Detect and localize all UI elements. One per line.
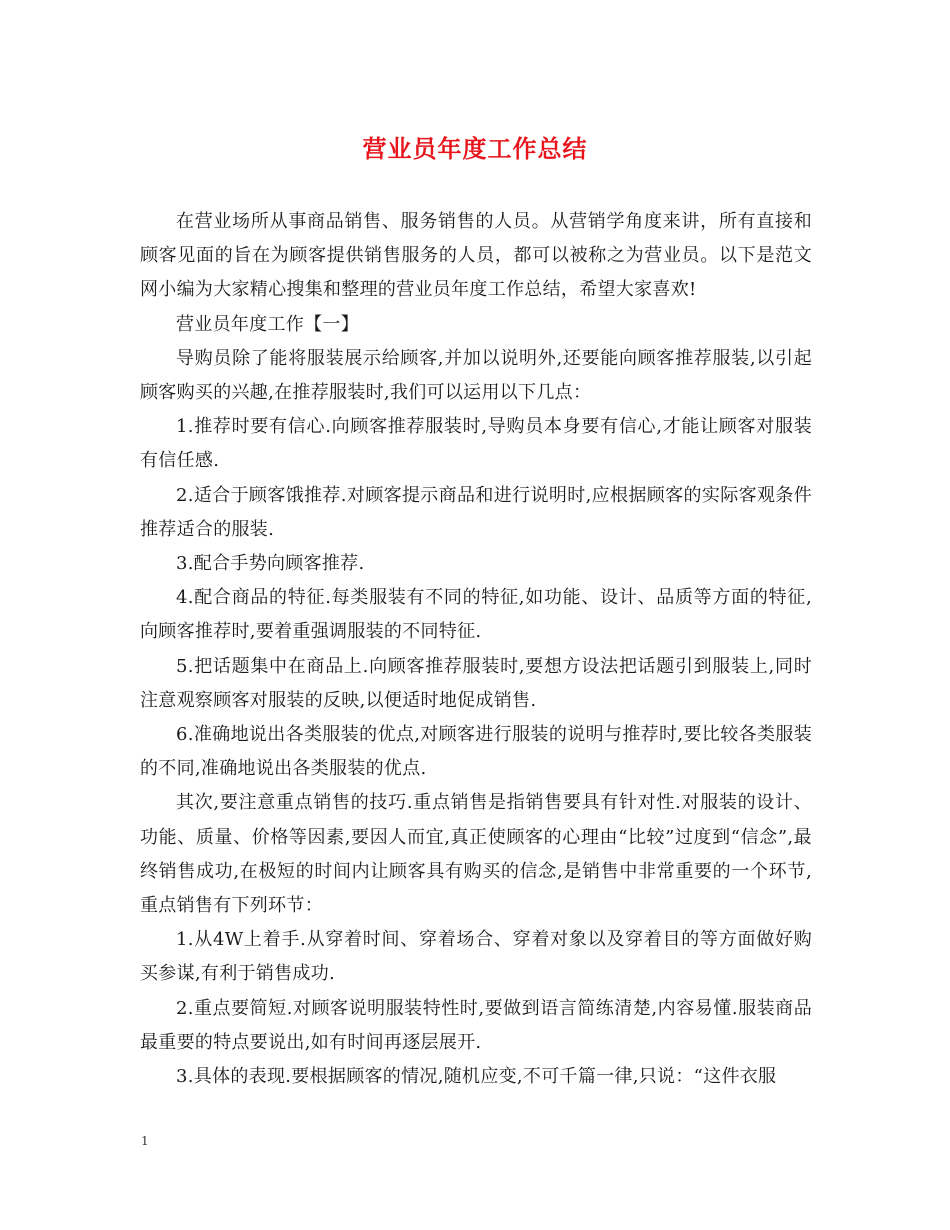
section-heading: 营业员年度工作【一】 [176, 313, 359, 335]
list-item: 3.配合手势向顾客推荐. [176, 553, 365, 575]
document-body [140, 205, 812, 1094]
list-item: 6.准确地说出各类服装的优点,对顾客进行服装的说明与推荐时,要比较各类服装的不同,准确地说出各类服装的优点. [140, 724, 812, 780]
paragraph: 导购员除了能将服装展示给顾客,并加以说明外,还要能向顾客推荐服装,以引起顾客购买的兴趣,在推荐服装时,我们可以运用以下几点： [140, 347, 812, 404]
paragraph-intro: 在营业场所从事商品销售、服务销售的人员。从营销学角度来讲，所有直接和顾客见面的旨在为顾客提供销售服务的人员，都可以被称之为营业员。以下是范文网小编为大家精心搜集和整理的营业员年度工作总结，希望大家喜欢! [140, 211, 812, 301]
page-number: 1 [141, 1134, 149, 1148]
list-item: 2.重点要简短.对顾客说明服装特性时,要做到语言简练清楚,内容易懂.服装商品最重要的特点要说出,如有时间再逐层展开. [140, 997, 812, 1053]
list-item: 3.具体的表现.要根据顾客的情况,随机应变,不可千篇一律,只说：“这件衣服 [176, 1066, 777, 1088]
list-item: 2.适合于顾客饿推荐.对顾客提示商品和进行说明时,应根据顾客的实际客观条件推荐适合的服装. [140, 484, 812, 540]
paragraph: 其次,要注意重点销售的技巧.重点销售是指销售要具有针对性.对服装的设计、功能、质量、价格等因素,要因人而宜,真正使顾客的心理由“比较”过度到“信念”,最终销售成功,在极短的时间内让顾客具有购买的信念,是销售中非常重要的一个环节,重点销售有下列环节： [140, 792, 812, 917]
list-item: 4.配合商品的特征.每类服装有不同的特征,如功能、设计、品质等方面的特征,向顾客推荐时,要着重强调服装的不同特征. [140, 587, 812, 643]
document-title: 营业员年度工作总结 [362, 135, 588, 163]
list-item: 5.把话题集中在商品上.向顾客推荐服装时,要想方设法把话题引到服装上,同时注意观察顾客对服装的反映,以便适时地促成销售. [140, 655, 812, 711]
list-item: 1.推荐时要有信心.向顾客推荐服装时,导购员本身要有信心,才能让顾客对服装有信任感. [140, 416, 812, 472]
list-item: 1.从4W上着手.从穿着时间、穿着场合、穿着对象以及穿着目的等方面做好购买参谋,有利于销售成功. [140, 929, 812, 985]
